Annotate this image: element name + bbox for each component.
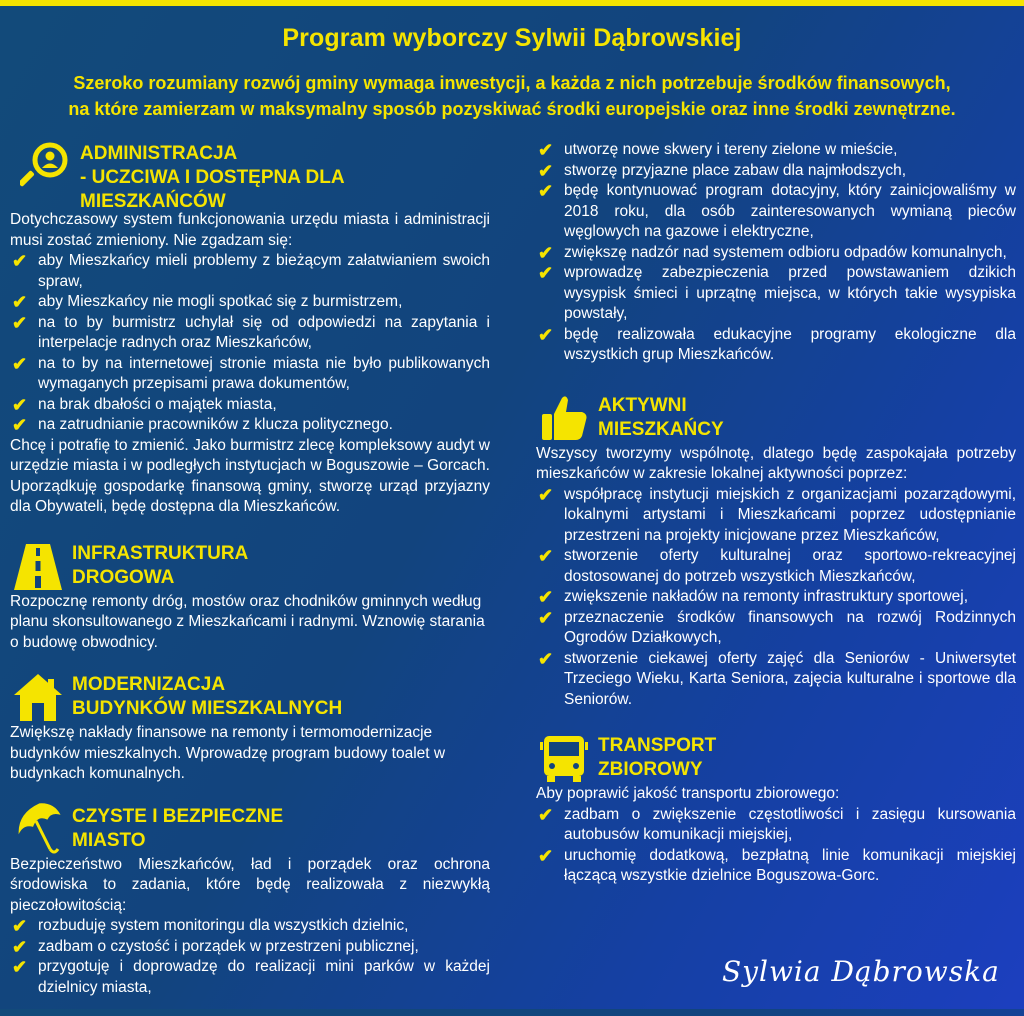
umbrella-icon xyxy=(12,803,64,855)
section-title xyxy=(72,540,248,590)
list-item xyxy=(536,161,1016,182)
list-item-text: stworzenie ciekawej oferty zajęć dla Seniorów - Uniwersytet Trzeciego Wieku, Karta Seniora, zajęcia kulturalne i sportowe dla Seniorów. xyxy=(564,649,1016,708)
section-outro: Chcę i potrafię to zmienić. Jako burmistrz zlecę kompleksowy audyt w urzędzie miasta i w podległych instytucjach w Boguszowie – Gorcach. Uporządkuję gospodarkę finansową gminy, stworzę urząd przyjazny dla Obywateli, będę dostępna dla Mieszkańców. xyxy=(10,436,490,515)
list-item xyxy=(10,937,490,958)
check-icon: ✔ xyxy=(538,845,554,866)
bus-icon xyxy=(538,732,590,784)
section-title-line-2: MIESZKAŃCY xyxy=(598,418,724,440)
check-list xyxy=(536,485,1016,711)
check-icon: ✔ xyxy=(12,936,28,957)
list-item xyxy=(10,957,490,998)
list-item xyxy=(536,140,1016,161)
section-title xyxy=(72,671,342,721)
list-item xyxy=(536,485,1016,547)
section-title-line-1: CZYSTE I BEZPIECZNE xyxy=(72,805,284,827)
section-title xyxy=(598,732,716,782)
check-icon: ✔ xyxy=(12,251,28,271)
list-item xyxy=(536,846,1016,887)
section-aktywni xyxy=(536,392,1016,711)
section-modernizacja xyxy=(10,671,490,785)
section-title xyxy=(80,140,490,214)
section-czyste-continued xyxy=(536,140,1016,366)
list-item xyxy=(10,395,490,416)
section-title-line-2: MIASTO xyxy=(72,829,146,851)
list-item-text: utworzę nowe skwery i tereny zielone w mieście, xyxy=(564,141,898,158)
section-title-line-2: ZBIOROWY xyxy=(598,759,703,780)
check-icon: ✔ xyxy=(538,242,554,263)
section-title-line-2: DROGOWA xyxy=(72,566,175,588)
list-item-text: będę kontynuować program dotacyjny, który zainicjowaliśmy w 2018 roku, dla osób zainteresowanych wymianą pieców węglowych na gazowe i elektryczne, xyxy=(564,182,1016,240)
section-title-line-1: MODERNIZACJA xyxy=(72,674,226,695)
list-item-text: przygotuję i doprowadzę do realizacji mini parków w każdej dzielnicy miasta, xyxy=(38,958,490,996)
intro-line-1: Szeroko rozumiany rozwój gminy wymaga inwestycji, a każda z nich potrzebuje środków finansowych, xyxy=(73,73,951,93)
list-item xyxy=(536,243,1016,264)
section-text: Rozpocznę remonty dróg, mostów oraz chodników gminnych według planu skonsultowanego z Mieszkańcami i radnymi. Wznowię starania o budowę obwodnicy. xyxy=(10,592,485,651)
check-icon: ✔ xyxy=(12,916,28,936)
check-icon: ✔ xyxy=(538,181,554,201)
list-item xyxy=(10,415,490,436)
section-transport xyxy=(536,732,1016,887)
list-item-text: zwiększenie nakładów na remonty infrastruktury sportowej, xyxy=(564,588,969,605)
page-title: Program wyborczy Sylwii Dąbrowskiej xyxy=(282,24,742,52)
check-icon: ✔ xyxy=(12,292,28,312)
section-title xyxy=(72,803,283,853)
magnifier-person-icon xyxy=(20,140,72,192)
list-item xyxy=(536,181,1016,243)
section-title-line-1: ADMINISTRACJA xyxy=(80,143,238,164)
list-item-text: na brak dbałości o majątek miasta, xyxy=(38,395,277,413)
intro-text xyxy=(0,70,1024,122)
road-icon xyxy=(12,540,64,592)
check-icon: ✔ xyxy=(538,160,554,181)
check-icon: ✔ xyxy=(12,415,28,435)
section-title-line-1: TRANSPORT xyxy=(598,735,717,756)
section-title-line-2: BUDYNKÓW MIESZKALNYCH xyxy=(72,698,343,719)
section-text: Zwiększę nakłady finansowe na remonty i termomodernizacje budynków mieszkalnych. Wprowadzę program budowy toalet w budynkach komunalnych. xyxy=(10,724,446,782)
check-icon: ✔ xyxy=(12,312,28,333)
check-icon: ✔ xyxy=(538,587,554,607)
list-item xyxy=(536,546,1016,587)
left-column xyxy=(10,140,490,1016)
list-item xyxy=(10,292,490,313)
check-icon: ✔ xyxy=(538,804,554,825)
list-item-text: zadbam o zwiększenie częstotliwości i zasięgu kursowania autobusów komunikacji miejskiej, xyxy=(564,805,1016,843)
list-item-text: aby Mieszkańcy mieli problemy z bieżącym załatwianiem swoich spraw, xyxy=(38,252,490,290)
section-intro: Wszyscy tworzymy wspólnotę, dlatego będę zaspokajała potrzeby mieszkańców w zakresie lokalnej aktywności poprzez: xyxy=(536,444,1016,482)
section-title-line-1: AKTYWNI xyxy=(598,394,687,416)
section-czyste xyxy=(10,803,490,999)
intro-line-2: na które zamierzam w maksymalny sposób pozyskiwać środki europejskie oraz inne środki zewnętrzne. xyxy=(68,99,956,119)
list-item xyxy=(536,263,1016,325)
signature: Sylwia Dąbrowska xyxy=(722,955,1000,988)
section-infrastruktura xyxy=(10,540,490,654)
section-administracja xyxy=(10,140,490,518)
check-icon: ✔ xyxy=(538,324,554,345)
check-list xyxy=(536,805,1016,887)
check-list xyxy=(10,916,490,998)
list-item-text: na zatrudnianie pracowników z klucza politycznego. xyxy=(38,416,393,433)
check-icon: ✔ xyxy=(538,140,554,160)
list-item-text: na to by na internetowej stronie miasta nie było publikowanych wymaganych przepisami prawa dokumentów, xyxy=(38,354,490,392)
check-list xyxy=(10,251,490,436)
section-intro: Bezpieczeństwo Mieszkańców, ład i porządek oraz ochrona środowiska to zadania, które będę realizowała z niezwykłą pieczołowitością: xyxy=(10,855,490,914)
check-icon: ✔ xyxy=(12,394,28,415)
check-icon: ✔ xyxy=(12,353,28,374)
list-item-text: stworzenie oferty kulturalnej oraz sportowo-rekreacyjnej dostosowanej do potrzeb wszystkich Mieszkańców, xyxy=(564,547,1016,585)
list-item-text: na to by burmistrz uchylał się od odpowiedzi na zapytania i interpelacje radnych oraz Mieszkańców, xyxy=(38,313,490,351)
list-item-text: stworzę przyjazne place zabaw dla najmłodszych, xyxy=(564,161,907,179)
thumbs-up-icon xyxy=(538,392,590,444)
list-item-text: zadbam o czystość i porządek w przestrzeni publicznej, xyxy=(38,937,419,955)
list-item-text: rozbuduję system monitoringu dla wszystkich dzielnic, xyxy=(38,917,409,934)
check-icon: ✔ xyxy=(538,546,554,566)
list-item-text: będę realizowała edukacyjne programy ekologiczne dla wszystkich grup Mieszkańców. xyxy=(564,325,1016,363)
right-column xyxy=(536,140,1016,905)
check-icon: ✔ xyxy=(538,263,554,283)
list-item-text: współpracę instytucji miejskich z organizacjami pozarządowymi, lokalnymi artystami i Mieszkańcami poprzez udostępnianie przestrzeni na projekty inicjowane przez Mieszkańców, xyxy=(564,485,1016,544)
check-list xyxy=(536,140,1016,366)
check-icon: ✔ xyxy=(538,648,554,669)
house-icon xyxy=(12,671,64,723)
list-item xyxy=(536,608,1016,649)
check-icon: ✔ xyxy=(12,957,28,977)
check-icon: ✔ xyxy=(538,484,554,505)
list-item xyxy=(10,251,490,292)
list-item-text: przeznaczenie środków finansowych na rozwój Rodzinnych Ogrodów Działkowych, xyxy=(564,608,1016,646)
section-title-line-2: - UCZCIWA I DOSTĘPNA DLA MIESZKAŃCÓW xyxy=(80,167,344,212)
list-item-text: aby Mieszkańcy nie mogli spotkać się z burmistrzem, xyxy=(38,293,403,310)
list-item xyxy=(10,354,490,395)
section-intro: Aby poprawić jakość transportu zbiorowego: xyxy=(536,785,840,802)
section-title xyxy=(598,392,724,442)
check-icon: ✔ xyxy=(538,607,554,628)
section-intro: Dotychczasowy system funkcjonowania urzędu miasta i administracji musi zostać zmieniony. Nie zgadzam się: xyxy=(10,211,490,249)
list-item-text: zwiększę nadzór nad systemem odbioru odpadów komunalnych, xyxy=(564,243,1007,261)
section-title-line-1: INFRASTRUKTURA xyxy=(72,542,249,564)
list-item xyxy=(10,916,490,937)
list-item xyxy=(536,587,1016,608)
list-item xyxy=(10,313,490,354)
list-item xyxy=(536,805,1016,846)
list-item-text: uruchomię dodatkową, bezpłatną linie komunikacji miejskiej łączącą wszystkie dzielnice Boguszowa-Gorc. xyxy=(564,846,1016,884)
list-item xyxy=(536,325,1016,366)
list-item-text: wprowadzę zabezpieczenia przed powstawaniem dzikich wysypisk śmieci i uprzątnę miejsca, w których takie wysypiska powstały, xyxy=(564,264,1016,322)
top-accent-bar xyxy=(0,0,1024,6)
list-item xyxy=(536,649,1016,711)
